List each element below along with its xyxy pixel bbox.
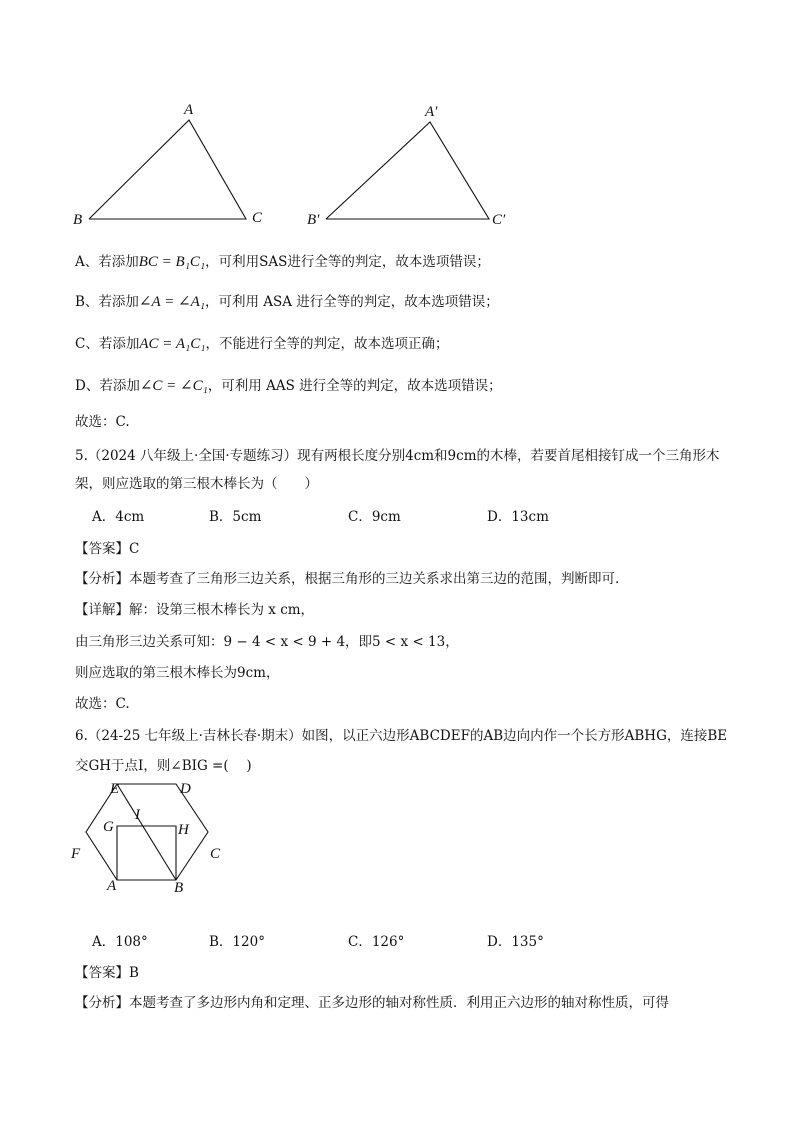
solution-choice: 故选：C.	[75, 414, 130, 430]
q6-stem-line2: 交GH于点I，则∠BIG =( )	[75, 758, 252, 774]
hex-label-A: A	[107, 878, 117, 894]
q5-detail: 【详解】解：设第三根木棒长为 x cm，	[75, 602, 315, 618]
hexagon-figure	[0, 780, 260, 910]
solution-line-b: B、若添加∠A = ∠A₁，可利用 ASA 进行全等的判定，故本选项错误；	[75, 294, 499, 310]
label-B: B	[73, 212, 83, 228]
solution-line-d: D、若添加∠C = ∠C₁，可利用 AAS 进行全等的判定，故本选项错误；	[75, 378, 502, 394]
hex-label-F: F	[71, 846, 81, 862]
q6-option-c: C．126°	[348, 934, 405, 950]
label-C-prime: C′	[492, 212, 506, 228]
q5-step1: 由三角形三边关系可知：9 − 4 < x < 9 + 4，即5 < x < 13，	[75, 634, 459, 650]
hex-label-C: C	[210, 846, 221, 862]
q5-step2: 则应选取的第三根木棒长为9cm，	[75, 665, 280, 681]
solution-line-c: C、若添加AC = A₁C₁，不能进行全等的判定，故本选项正确；	[75, 336, 449, 352]
q6-stem-line1: 6.（24-25 七年级上·吉林长春·期末）如图，以正六边形ABCDEF的AB边向内作一个长方形ABHG，连接BE	[75, 728, 728, 744]
q5-option-b: B．5cm	[209, 509, 262, 525]
hex-label-E: E	[110, 781, 120, 797]
label-C: C	[252, 210, 263, 226]
q5-stem-line2: 架，则应选取的第三根木棒长为（ ）	[75, 476, 318, 492]
label-A-prime: A′	[425, 104, 438, 120]
q5-answer: 【答案】C	[75, 541, 140, 557]
q5-option-d: D．13cm	[487, 509, 549, 525]
label-A: A	[184, 102, 194, 118]
q5-option-c: C．9cm	[348, 509, 401, 525]
triangle-abc-figure	[0, 0, 794, 240]
q6-option-b: B．120°	[209, 934, 265, 950]
q6-analysis: 【分析】本题考查了多边形内角和定理、正多边形的轴对称性质．利用正六边形的轴对称性质，可得	[75, 995, 669, 1011]
hex-label-I: I	[135, 807, 140, 823]
hex-label-B: B	[174, 880, 184, 896]
q6-answer: 【答案】B	[75, 965, 139, 981]
q5-analysis: 【分析】本题考查了三角形三边关系，根据三角形的三边关系求出第三边的范围，判断即可.	[75, 571, 620, 587]
q6-option-d: D．135°	[487, 934, 544, 950]
solution-line-a: A、若添加BC = B₁C₁，可利用SAS进行全等的判定，故本选项错误；	[75, 254, 490, 270]
hex-label-H: H	[178, 822, 189, 838]
q5-choice: 故选：C.	[75, 696, 130, 712]
q5-option-a: A．4cm	[92, 509, 145, 525]
q6-option-a: A．108°	[92, 934, 148, 950]
hex-label-G: G	[103, 819, 114, 835]
label-B-prime: B′	[307, 212, 320, 228]
hex-label-D: D	[180, 781, 191, 797]
q5-stem-line1: 5.（2024 八年级上·全国·专题练习）现有两根长度分别4cm和9cm的木棒，若要首尾相接钉成一个三角形木	[75, 448, 720, 464]
